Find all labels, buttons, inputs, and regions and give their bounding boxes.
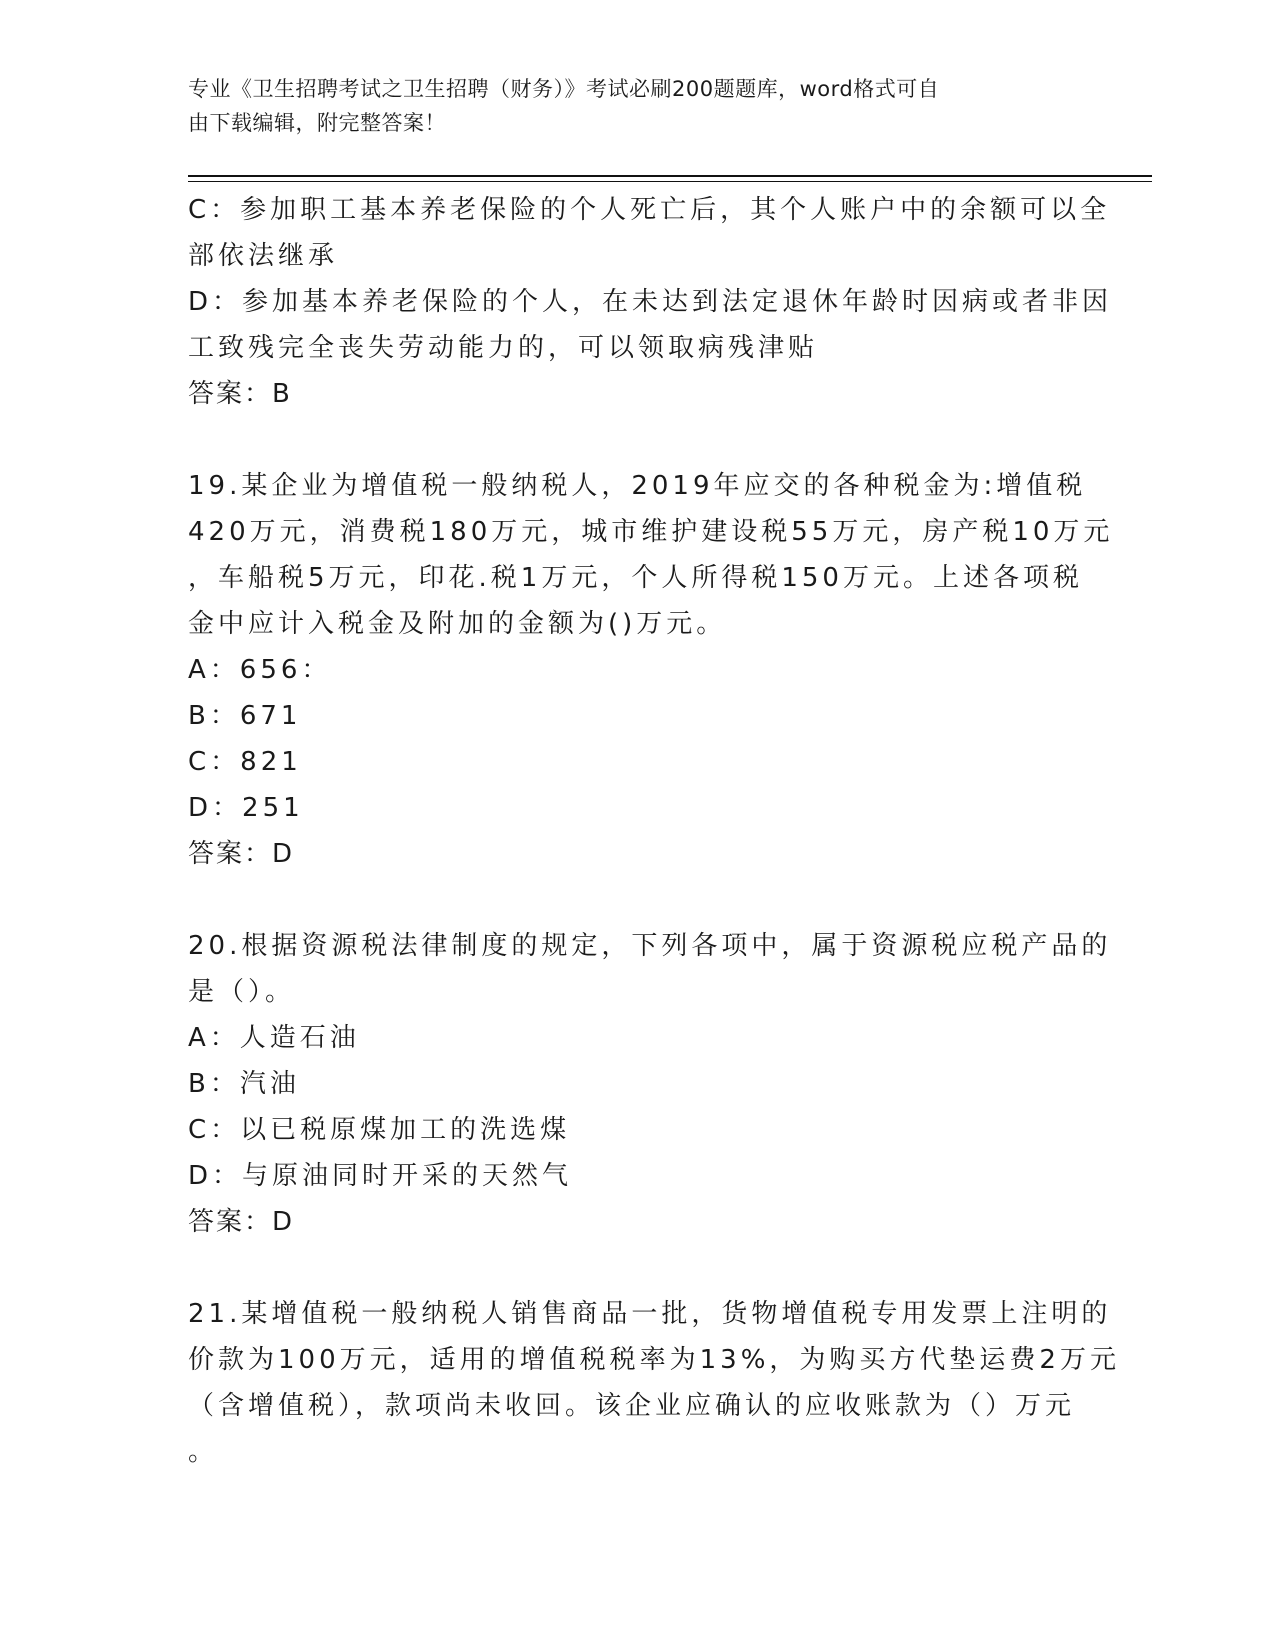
q18-answer: 答案：B — [188, 379, 292, 409]
q20-option-b: B：汽油 — [188, 1069, 300, 1099]
q19-stem-line-2: 420万元，消费税180万元，城市维护建设税55万元，房产税10万元 — [188, 517, 1114, 547]
q20-option-d: D：与原油同时开采的天然气 — [188, 1161, 573, 1191]
q18-option-d-line-2: 工致残完全丧失劳动能力的，可以领取病残津贴 — [188, 333, 819, 363]
q19-option-c: C：821 — [188, 747, 302, 777]
q19-option-b: B：671 — [188, 701, 302, 731]
question-content — [188, 187, 1120, 1475]
q18-option-d-line-1: D：参加基本养老保险的个人，在未达到法定退休年龄时因病或者非因 — [188, 287, 1113, 317]
q21-stem-line-4: 。 — [188, 1437, 219, 1467]
question-19-block — [188, 463, 1114, 877]
question-21-block — [188, 1291, 1120, 1475]
spacer — [188, 1245, 1088, 1291]
q19-option-a: A：656： — [188, 655, 332, 685]
q21-stem-line-3: （含增值税），款项尚未收回。该企业应确认的应收账款为（）万元 — [188, 1391, 1076, 1421]
header-divider-thick — [188, 175, 1152, 177]
header-line-2: 由下载编辑，附完整答案！ — [188, 111, 446, 135]
header-line-1: 专业《卫生招聘考试之卫生招聘（财务）》考试必刷200题题库，word格式可自 — [188, 77, 940, 101]
q19-answer: 答案：D — [188, 839, 295, 869]
q21-stem-line-2: 价款为100万元，适用的增值税税率为13%，为购买方代垫运费2万元 — [188, 1345, 1120, 1375]
document-header — [188, 72, 1068, 140]
spacer — [188, 877, 1088, 923]
q18-option-c-line-1: C：参加职工基本养老保险的个人死亡后，其个人账户中的余额可以全 — [188, 195, 1111, 225]
q20-stem-line-1: 20.根据资源税法律制度的规定，下列各项中，属于资源税应税产品的 — [188, 931, 1112, 961]
q19-option-d: D：251 — [188, 793, 304, 823]
q19-stem-line-1: 19.某企业为增值税一般纳税人，2019年应交的各种税金为:增值税 — [188, 471, 1087, 501]
q19-stem-line-3: ，车船税5万元，印花.税1万元，个人所得税150万元。上述各项税 — [188, 563, 1083, 593]
q20-option-a: A：人造石油 — [188, 1023, 360, 1053]
q18-option-c-line-2: 部依法继承 — [188, 241, 339, 271]
header-divider-thin — [188, 181, 1152, 182]
q20-stem-line-2: 是（）。 — [188, 977, 296, 1007]
spacer — [188, 417, 1088, 463]
q20-option-c: C：以已税原煤加工的洗选煤 — [188, 1115, 571, 1145]
q20-answer: 答案：D — [188, 1207, 295, 1237]
question-18-block — [188, 187, 1113, 417]
q19-stem-line-4: 金中应计入税金及附加的金额为()万元。 — [188, 609, 727, 639]
q21-stem-line-1: 21.某增值税一般纳税人销售商品一批，货物增值税专用发票上注明的 — [188, 1299, 1112, 1329]
question-20-block — [188, 923, 1112, 1245]
